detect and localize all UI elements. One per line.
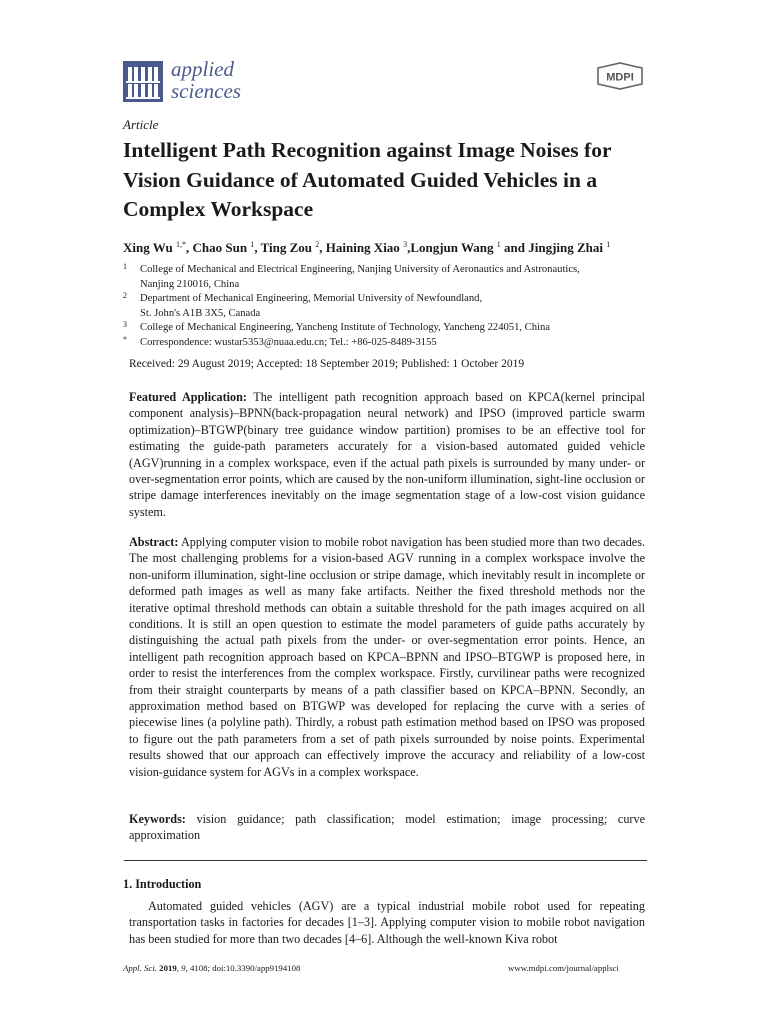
affiliation-text-cont: St. John's A1B 3X5, Canada xyxy=(140,308,261,319)
footer-citation-rest: , 4108; doi:10.3390/app9194108 xyxy=(185,963,301,973)
affiliation-mark: 3 xyxy=(123,320,127,329)
keywords-label: Keywords: xyxy=(129,812,186,826)
publisher-logo xyxy=(594,62,646,90)
author-name: Jingjing Zhai xyxy=(528,240,604,255)
publication-dates: Received: 29 August 2019; Accepted: 18 September 2019; Published: 1 October 2019 xyxy=(129,358,525,370)
featured-application-text: The intelligent path recognition approach based on KPCA(kernel principal component analysis)–BPNN(back-propagation neural network) and IPSO (improved particle swarm optimization)–BTGWP(binary tree guidance window partition) promises to be an effective tool for estimating the guide-path parameters accurately for a vision-based automated guided vehicle (AGV)running in a complex workspace, even if the actual path pixels is surrounded by many under- or over-segmentation error points, which are caused by the non-uniform illumination, sight-line occlusion or stripe damage interferences inevitably on the image segmentation stage of a low-cost vision guidance system. xyxy=(129,390,646,519)
introduction-text: Automated guided vehicles (AGV) are a typical industrial mobile robot used for repeating transportation tasks in factories for decades [1–3]. Applying computer vision to mobile robot navigation has been studied for more than two decades [4–6]. Although the well-known Kiva robot xyxy=(129,899,645,946)
author-affiliation-mark: 1,* xyxy=(176,240,186,249)
publisher-name: MDPI xyxy=(606,71,634,84)
abstract-label: Abstract: xyxy=(129,535,179,549)
affiliation-text: College of Mechanical Engineering, Yancheng Institute of Technology, Yancheng 224051, China xyxy=(140,322,550,333)
abstract xyxy=(129,534,645,780)
featured-application-label: Featured Application: xyxy=(129,390,247,404)
author-name: Xing Wu xyxy=(123,240,173,255)
author-affiliation-mark: 1 xyxy=(496,240,501,249)
section-heading: 1. Introduction xyxy=(123,877,202,891)
journal-logo-icon xyxy=(123,61,163,102)
author-affiliation-mark: 1 xyxy=(606,240,611,249)
author-name: Longjun Wang xyxy=(410,240,494,255)
correspondence-mark: * xyxy=(123,335,127,344)
affiliation-mark: 2 xyxy=(123,291,127,300)
paper-title: Intelligent Path Recognition against Image Noises for Vision Guidance of Automated Guided Vehicles in a Complex Workspace xyxy=(123,138,612,221)
journal-name-line1: applied xyxy=(171,57,234,81)
abstract-text: Applying computer vision to mobile robot navigation has been studied more than two decades. The most challenging problems for a vision-based AGV running in a complex workspace involve the non-uniform illumination, sight-line occlusion or stripe damage, which inevitably result in incomplete or deformed path images as well as many fake artifacts. Neither the fixed threshold methods nor the iterative optimal threshold methods can obtain a suitable threshold for the path images acquired on all conditions. It is still an open question to estimate the model parameters of guide paths accurately by distinguishing the actual path pixels from the under- or over-segmentation error points. Hence, an intelligent path recognition approach based on KPCA–BPNN and IPSO–BTGWP is proposed here, in order to resist the interferences from the complex workspace. Firstly, curvilinear paths were recognized from their straight counterparts by means of a path classifier based on KPCA–BPNN. Secondly, an approximation method based on BTGWP was developed for replacing the curve with a series of piecewise lines (a polyline path). Thirdly, a robust path estimation method based on IPSO was proposed to figure out the path parameters from a set of path pixels surrounded by noise points. Experimental results showed that our approach can effectively improve the accuracy and reliability of a low-cost vision-guidance system for AGVs in a complex workspace. xyxy=(129,535,646,779)
journal-name-line2: sciences xyxy=(171,79,241,103)
footer-year: 2019 xyxy=(159,963,177,973)
author-affiliation-mark: 3 xyxy=(403,240,408,249)
authors-connector: and xyxy=(504,240,525,255)
affiliation-text: College of Mechanical and Electrical Engineering, Nanjing University of Aeronautics and Astronautics, xyxy=(140,264,580,275)
author-name: Ting Zou xyxy=(260,240,313,255)
author-name: Chao Sun xyxy=(192,240,248,255)
journal-logo xyxy=(123,61,163,102)
footer-journal-link[interactable]: www.mdpi.com/journal/applsci xyxy=(508,963,619,973)
section-divider xyxy=(124,860,647,861)
featured-application xyxy=(129,389,645,520)
correspondence-text: Correspondence: wustar5353@nuaa.edu.cn; Tel.: +86-025-8489-3155 xyxy=(140,337,437,348)
footer-citation: Appl. Sci. 2019, 9, 4108; doi:10.3390/app9194108 xyxy=(123,963,301,973)
author-affiliation-mark: 2 xyxy=(315,240,320,249)
keywords xyxy=(129,811,645,844)
affiliation-mark: 1 xyxy=(123,262,127,271)
publisher-logo-icon xyxy=(594,62,646,90)
footer-volume: 9 xyxy=(181,963,186,973)
keywords-text: vision guidance; path classification; model estimation; image processing; curve approximation xyxy=(129,812,645,843)
journal-name xyxy=(171,58,241,102)
author-name: Haining Xiao xyxy=(325,240,400,255)
article-type: Article xyxy=(123,117,159,132)
footer-journal-abbrev: Appl. Sci. xyxy=(123,963,157,973)
author-list: Xing Wu $^{1,*}$, Chao Sun $^1$, Ting Zou $^2$, Haining Xiao $^3$,Longjun Wang $^1$ and Jingjing Zhai $^1$ xyxy=(123,240,611,255)
affiliation-text: Department of Mechanical Engineering, Memorial University of Newfoundland, xyxy=(140,293,483,304)
affiliation-text-cont: Nanjing 210016, China xyxy=(140,279,240,290)
author-affiliation-mark: 1 xyxy=(250,240,255,249)
